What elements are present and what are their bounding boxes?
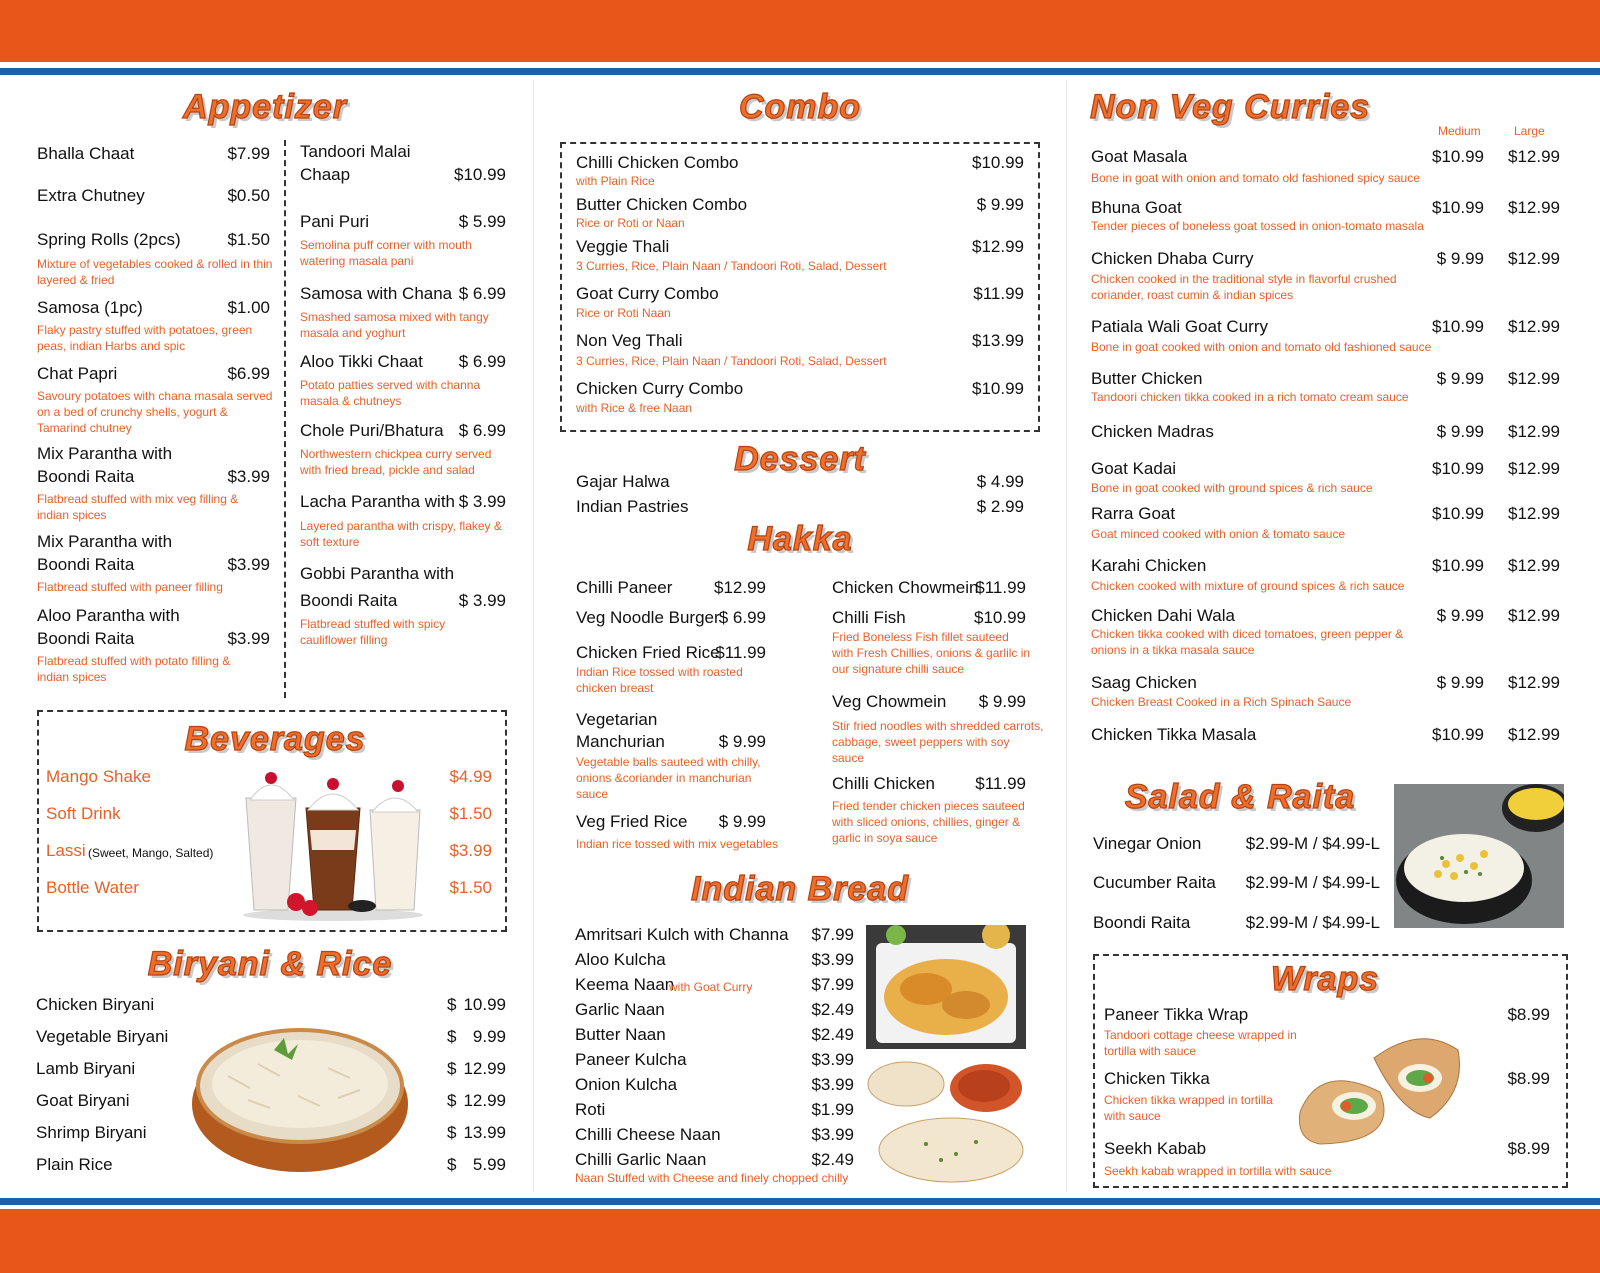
dessert-item-name: Gajar Halwa — [576, 472, 670, 491]
bread-item-name: Aloo Kulcha — [575, 950, 666, 969]
hakka-item-price: $11.99 — [715, 643, 766, 662]
curry-medium-price: $10.99 — [1432, 459, 1484, 478]
menu-item-price: $1.00 — [227, 298, 270, 317]
bread-item-name: Paneer Kulcha — [575, 1050, 687, 1069]
beverage-name: Mango Shake — [46, 767, 151, 786]
curry-medium-price: $10.99 — [1432, 725, 1484, 744]
bottom-stripe — [0, 1198, 1600, 1205]
hakka-item-description: Fried Boneless Fish fillet sauteed with Fresh Chillies, onions & garlilc in our signature chilli sauce — [832, 630, 1031, 676]
menu-item-description: Flatbread stuffed with mix veg filling & indian spices — [37, 492, 239, 522]
curry-item-description: Bone in goat cooked with onion and tomato old fashioned sauce — [1091, 340, 1432, 354]
menu-item-price: $3.99 — [227, 555, 270, 574]
bread-item-name: Butter Naan — [575, 1025, 666, 1044]
combo-item-name: Non Veg Thali — [576, 331, 683, 350]
curry-large-price: $12.99 — [1508, 556, 1560, 575]
curry-large-price: $12.99 — [1508, 504, 1560, 523]
bread-item-price: $7.99 — [811, 975, 854, 994]
bread-item-name: Garlic Naan — [575, 1000, 665, 1019]
hakka-item-name: Chilli Fish — [832, 608, 906, 627]
hakka-item-price: $12.99 — [714, 578, 766, 597]
menu-item-description: Smashed samosa mixed with tangy masala and yoghurt — [300, 310, 489, 340]
biryani-item-price: 13.99 — [463, 1123, 506, 1142]
hakka-item-price: $11.99 — [975, 774, 1026, 793]
combo-item-price: $13.99 — [972, 331, 1024, 350]
bread-item-name: Onion Kulcha — [575, 1075, 678, 1094]
menu-item-name: Extra Chutney — [37, 186, 145, 205]
menu-item-description: Semolina puff corner with mouth watering masala pani — [300, 238, 472, 268]
combo-item-name: Chilli Chicken Combo — [576, 153, 739, 172]
biryani-item-name: Lamb Biryani — [36, 1059, 136, 1078]
bread-item-price: $2.49 — [811, 1025, 854, 1044]
curry-large-price: $12.99 — [1508, 459, 1560, 478]
wrap-item-price: $8.99 — [1507, 1139, 1550, 1158]
wrap-item-name: Seekh Kabab — [1104, 1139, 1207, 1158]
currency-symbol: $ — [447, 995, 457, 1014]
combo-item-description: 3 Curries, Rice, Plain Naan / Tandoori Roti, Salad, Dessert — [576, 259, 887, 273]
currency-symbol: $ — [447, 1123, 457, 1142]
hakka-item-name: Chilli Chicken — [832, 774, 935, 793]
curry-item-name: Chicken Dahi Wala — [1091, 606, 1235, 625]
biryani-item-name: Chicken Biryani — [36, 995, 155, 1014]
beverage-note: (Sweet, Mango, Salted) — [88, 846, 214, 860]
menu-item-name-line2: Boondi Raita — [37, 555, 135, 574]
menu-item-name: Pani Puri — [300, 212, 369, 231]
hakka-item-name: Vegetarian — [576, 710, 658, 729]
bread-footnote: Naan Stuffed with Cheese and finely chopped chilly — [575, 1171, 849, 1185]
menu-item-description: Flatbread stuffed with potato filling & indian spices — [37, 654, 231, 684]
hakka-item-name-line2: Manchurian — [576, 732, 665, 751]
top-stripe — [0, 68, 1600, 75]
curry-item-name: Bhuna Goat — [1091, 198, 1182, 217]
currency-symbol: $ — [447, 1059, 457, 1078]
bread-item-name: Chilli Garlic Naan — [575, 1150, 707, 1169]
raita-bowl-image — [1394, 784, 1564, 928]
bread-item-price: $3.99 — [811, 950, 854, 969]
bread-item-price: $1.99 — [811, 1100, 854, 1119]
currency-symbol: $ — [447, 1091, 457, 1110]
curry-medium-price: $ 9.99 — [1436, 606, 1484, 625]
beverage-name: Soft Drink — [46, 804, 121, 823]
bread-item-price: $2.49 — [811, 1000, 854, 1019]
salad-item-name: Vinegar Onion — [1093, 834, 1202, 853]
biryani-item-name: Vegetable Biryani — [36, 1027, 169, 1046]
curry-item-name: Chicken Dhaba Curry — [1091, 249, 1254, 268]
appetizer-divider — [284, 140, 286, 698]
menu-item-price: $3.99 — [227, 467, 270, 486]
menu-item-description: Mixture of vegetables cooked & rolled in thin layered & fried — [37, 257, 273, 287]
menu-item-price: $3.99 — [227, 629, 270, 648]
menu-item-name: Mix Parantha with — [37, 532, 173, 551]
curry-item-description: Tender pieces of boneless goat tossed in onion-tomato masala — [1091, 219, 1424, 233]
wrap-sandwich-image — [1290, 1022, 1466, 1150]
currency-symbol: $ — [447, 1155, 457, 1174]
curry-large-price: $12.99 — [1508, 249, 1560, 268]
hakka-item-price: $ 9.99 — [718, 732, 766, 751]
curry-medium-price: $10.99 — [1432, 198, 1484, 217]
biryani-bowl-image — [188, 1016, 413, 1176]
menu-item-price: $0.50 — [227, 186, 270, 205]
dessert-item-price: $ 4.99 — [976, 472, 1024, 491]
curry-item-name: Saag Chicken — [1091, 673, 1197, 692]
curry-medium-price: $ 9.99 — [1436, 249, 1484, 268]
curry-medium-price: $10.99 — [1432, 556, 1484, 575]
curry-large-price: $12.99 — [1508, 198, 1560, 217]
beverage-price: $4.99 — [449, 767, 492, 786]
combo-item-description: with Rice & free Naan — [576, 401, 693, 415]
curry-item-name: Chicken Tikka Masala — [1091, 725, 1257, 744]
fold-line — [533, 80, 534, 1192]
curry-item-description: Bone in goat with onion and tomato old fashioned spicy sauce — [1091, 171, 1420, 185]
curry-large-price: $12.99 — [1508, 725, 1560, 744]
bread-item-price: $7.99 — [811, 925, 854, 944]
naan-plate-image — [866, 925, 1026, 1049]
naan-bread-image — [866, 1058, 1026, 1184]
non-veg-curries-heading: Non Veg Curries — [1090, 88, 1371, 126]
menu-item-description: Layered parantha with crispy, flakey & soft texture — [300, 519, 502, 549]
hakka-item-name: Chicken Fried Rice — [576, 643, 720, 662]
menu-item-name-line2: Boondi Raita — [37, 467, 135, 486]
beverage-price: $1.50 — [449, 878, 492, 897]
menu-item-description: Flatbread stuffed with spicy cauliflower filling — [300, 617, 446, 647]
curry-medium-price: $10.99 — [1432, 147, 1484, 166]
menu-item-name: Mix Parantha with — [37, 444, 173, 463]
menu-item-name-line2: Boondi Raita — [37, 629, 135, 648]
beverage-price: $3.99 — [449, 841, 492, 860]
menu-item-price: $ 3.99 — [458, 492, 506, 511]
indian-bread-heading: Indian Bread — [691, 870, 909, 908]
curry-large-price: $12.99 — [1508, 147, 1560, 166]
biryani-item-price: 9.99 — [472, 1027, 506, 1046]
medium-column-header: Medium — [1438, 124, 1481, 138]
menu-item-price: $ 6.99 — [458, 352, 506, 371]
curry-medium-price: $ 9.99 — [1436, 422, 1484, 441]
curry-medium-price: $10.99 — [1432, 317, 1484, 336]
hakka-heading: Hakka — [747, 520, 853, 558]
combo-item-description: 3 Curries, Rice, Plain Naan / Tandoori Roti, Salad, Dessert — [576, 354, 887, 368]
hakka-item-description: Stir fried noodles with shredded carrots, cabbage, sweet peppers with soy sauce — [832, 719, 1044, 765]
menu-item-price: $ 6.99 — [458, 284, 506, 303]
menu-item-name: Tandoori Malai — [300, 142, 411, 161]
hakka-item-description: Indian rice tossed with mix vegetables — [576, 837, 779, 851]
combo-item-price: $12.99 — [972, 237, 1024, 256]
curry-item-description: Goat minced cooked with onion & tomato sauce — [1091, 527, 1346, 541]
biryani-heading: Biryani & Rice — [147, 945, 393, 983]
bread-item-price: $3.99 — [811, 1050, 854, 1069]
menu-item-price: $10.99 — [454, 165, 506, 184]
fold-line — [1066, 80, 1067, 1192]
bread-item-price: $3.99 — [811, 1075, 854, 1094]
wrap-item-description: Seekh kabab wrapped in tortilla with sauce — [1104, 1164, 1332, 1178]
menu-item-description: Savoury potatoes with chana masala served on a bed of crunchy shells, yogurt & Tamarind chutney — [37, 389, 273, 435]
curry-item-description: Chicken Breast Cooked in a Rich Spinach Sauce — [1091, 695, 1352, 709]
hakka-item-name: Veg Chowmein — [832, 692, 947, 711]
combo-item-price: $11.99 — [973, 284, 1024, 303]
curry-large-price: $12.99 — [1508, 317, 1560, 336]
curry-medium-price: $ 9.99 — [1436, 369, 1484, 388]
menu-item-price: $ 6.99 — [458, 421, 506, 440]
curry-item-description: Bone in goat cooked with ground spices & rich sauce — [1091, 481, 1373, 495]
curry-item-name: Rarra Goat — [1091, 504, 1176, 523]
hakka-item-name: Veg Noodle Burger — [576, 608, 720, 627]
combo-item-price: $10.99 — [972, 379, 1024, 398]
salad-item-price: $2.99-M / $4.99-L — [1245, 873, 1380, 892]
hakka-item-price: $11.99 — [975, 578, 1026, 597]
menu-item-name: Chole Puri/Bhatura — [300, 421, 444, 440]
biryani-item-name: Shrimp Biryani — [36, 1123, 147, 1142]
wrap-item-name: Paneer Tikka Wrap — [1104, 1005, 1249, 1024]
menu-item-name: Spring Rolls (2pcs) — [37, 230, 181, 249]
curry-item-name: Chicken Madras — [1091, 422, 1214, 441]
curry-item-description: Tandoori chicken tikka cooked in a rich tomato cream sauce — [1091, 390, 1409, 404]
biryani-item-price: 12.99 — [463, 1091, 506, 1110]
curry-item-description: Chicken cooked in the traditional style in flavorful crushed coriander, roast cumin & indian spices — [1091, 272, 1397, 302]
wrap-item-price: $8.99 — [1507, 1005, 1550, 1024]
curry-large-price: $12.99 — [1508, 673, 1560, 692]
appetizer-heading: Appetizer — [183, 88, 347, 126]
combo-item-name: Butter Chicken Combo — [576, 195, 748, 214]
bread-item-price: $3.99 — [811, 1125, 854, 1144]
menu-item-price: $6.99 — [227, 364, 270, 383]
dessert-item-name: Indian Pastries — [576, 497, 689, 516]
bread-item-price: $2.49 — [811, 1150, 854, 1169]
combo-item-price: $ 9.99 — [976, 195, 1024, 214]
menu-item-price: $1.50 — [227, 230, 270, 249]
biryani-item-price: 5.99 — [472, 1155, 506, 1174]
bottom-banner — [0, 1209, 1600, 1273]
menu-item-name: Aloo Parantha with — [37, 606, 180, 625]
combo-item-price: $10.99 — [972, 153, 1024, 172]
wrap-item-price: $8.99 — [1507, 1069, 1550, 1088]
salad-item-price: $2.99-M / $4.99-L — [1245, 834, 1380, 853]
hakka-item-price: $ 9.99 — [978, 692, 1026, 711]
menu-item-name: Samosa (1pc) — [37, 298, 143, 317]
wrap-item-name: Chicken Tikka — [1104, 1069, 1210, 1088]
biryani-item-name: Plain Rice — [36, 1155, 113, 1174]
curry-item-description: Chicken cooked with mixture of ground spices & rich sauce — [1091, 579, 1405, 593]
wraps-heading: Wraps — [1270, 960, 1380, 998]
menu-item-name-line2: Chaap — [300, 165, 351, 184]
menu-item-name-line2: Boondi Raita — [300, 591, 398, 610]
menu-item-name: Aloo Tikki Chaat — [300, 352, 423, 371]
menu-item-price: $7.99 — [227, 144, 270, 163]
hakka-item-name: Chilli Paneer — [576, 578, 673, 597]
menu-item-name: Lacha Parantha with — [300, 492, 455, 511]
hakka-item-description: Vegetable balls sauteed with chilly, onions &coriander in manchurian sauce — [576, 755, 761, 801]
menu-item-description: Potato patties served with channa masala & chutneys — [300, 378, 481, 408]
salad-item-price: $2.99-M / $4.99-L — [1245, 913, 1380, 932]
salad-item-name: Boondi Raita — [1093, 913, 1191, 932]
salad-item-name: Cucumber Raita — [1093, 873, 1216, 892]
top-banner — [0, 0, 1600, 62]
beverage-price: $1.50 — [449, 804, 492, 823]
combo-heading: Combo — [738, 88, 862, 126]
curry-item-name: Goat Masala — [1091, 147, 1188, 166]
curry-large-price: $12.99 — [1508, 422, 1560, 441]
wrap-item-description: Chicken tikka wrapped in tortilla with sauce — [1104, 1093, 1273, 1123]
bread-item-name: Amritsari Kulch with Channa — [575, 925, 789, 944]
hakka-item-name: Veg Fried Rice — [576, 812, 688, 831]
combo-item-name: Chicken Curry Combo — [576, 379, 744, 398]
large-column-header: Large — [1514, 124, 1545, 138]
wrap-item-description: Tandoori cottage cheese wrapped in tortilla with sauce — [1104, 1028, 1297, 1058]
combo-item-description: Rice or Roti or Naan — [576, 216, 685, 230]
combo-item-description: Rice or Roti Naan — [576, 306, 671, 320]
menu-item-name: Chat Papri — [37, 364, 118, 383]
bread-item-name: Roti — [575, 1100, 606, 1119]
curry-large-price: $12.99 — [1508, 606, 1560, 625]
menu-item-description: Flatbread stuffed with paneer filling — [37, 580, 223, 594]
menu-item-description: Northwestern chickpea curry served with fried bread, pickle and salad — [300, 447, 492, 477]
dessert-item-price: $ 2.99 — [976, 497, 1024, 516]
hakka-item-price: $ 9.99 — [718, 812, 766, 831]
menu-item-price: $ 3.99 — [458, 591, 506, 610]
menu-item-price: $ 5.99 — [458, 212, 506, 231]
milkshake-image — [238, 770, 428, 922]
curry-item-name: Patiala Wali Goat Curry — [1091, 317, 1268, 336]
curry-item-name: Butter Chicken — [1091, 369, 1203, 388]
combo-item-name: Goat Curry Combo — [576, 284, 719, 303]
hakka-item-name: Chicken Chowmein — [832, 578, 979, 597]
curry-item-description: Chicken tikka cooked with diced tomatoes, green pepper & onions in a tikka masala sauce — [1091, 627, 1404, 657]
beverages-heading: Beverages — [184, 720, 366, 758]
curry-item-name: Karahi Chicken — [1091, 556, 1207, 575]
currency-symbol: $ — [447, 1027, 457, 1046]
biryani-item-price: 10.99 — [463, 995, 506, 1014]
combo-item-name: Veggie Thali — [576, 237, 670, 256]
hakka-item-price: $ 6.99 — [718, 608, 766, 627]
biryani-item-name: Goat Biryani — [36, 1091, 130, 1110]
dessert-heading: Dessert — [734, 440, 866, 478]
hakka-item-description: Fried tender chicken pieces sauteed with sliced onions, chillies, ginger & garlic in soya sauce — [832, 799, 1025, 845]
bread-item-name: Keema Naan — [575, 975, 675, 994]
curry-item-name: Goat Kadai — [1091, 459, 1177, 478]
beverage-name: Bottle Water — [46, 878, 139, 897]
beverage-name: Lassi — [46, 841, 86, 860]
combo-item-description: with Plain Rice — [576, 174, 655, 188]
curry-medium-price: $10.99 — [1432, 504, 1484, 523]
hakka-item-price: $10.99 — [974, 608, 1026, 627]
curry-large-price: $12.99 — [1508, 369, 1560, 388]
biryani-item-price: 12.99 — [463, 1059, 506, 1078]
menu-item-name: Samosa with Chana — [300, 284, 453, 303]
curry-medium-price: $ 9.99 — [1436, 673, 1484, 692]
menu-item-description: Flaky pastry stuffed with potatoes, green peas, indian Harbs and spic — [37, 323, 253, 353]
menu-item-name: Gobbi Parantha with — [300, 564, 455, 583]
hakka-item-description: Indian Rice tossed with roasted chicken breast — [576, 665, 743, 695]
bread-item-name: Chilli Cheese Naan — [575, 1125, 721, 1144]
menu-item-name: Bhalla Chaat — [37, 144, 135, 163]
salad-raita-heading: Salad & Raita — [1124, 778, 1356, 816]
bread-item-note: with Goat Curry — [669, 980, 753, 994]
